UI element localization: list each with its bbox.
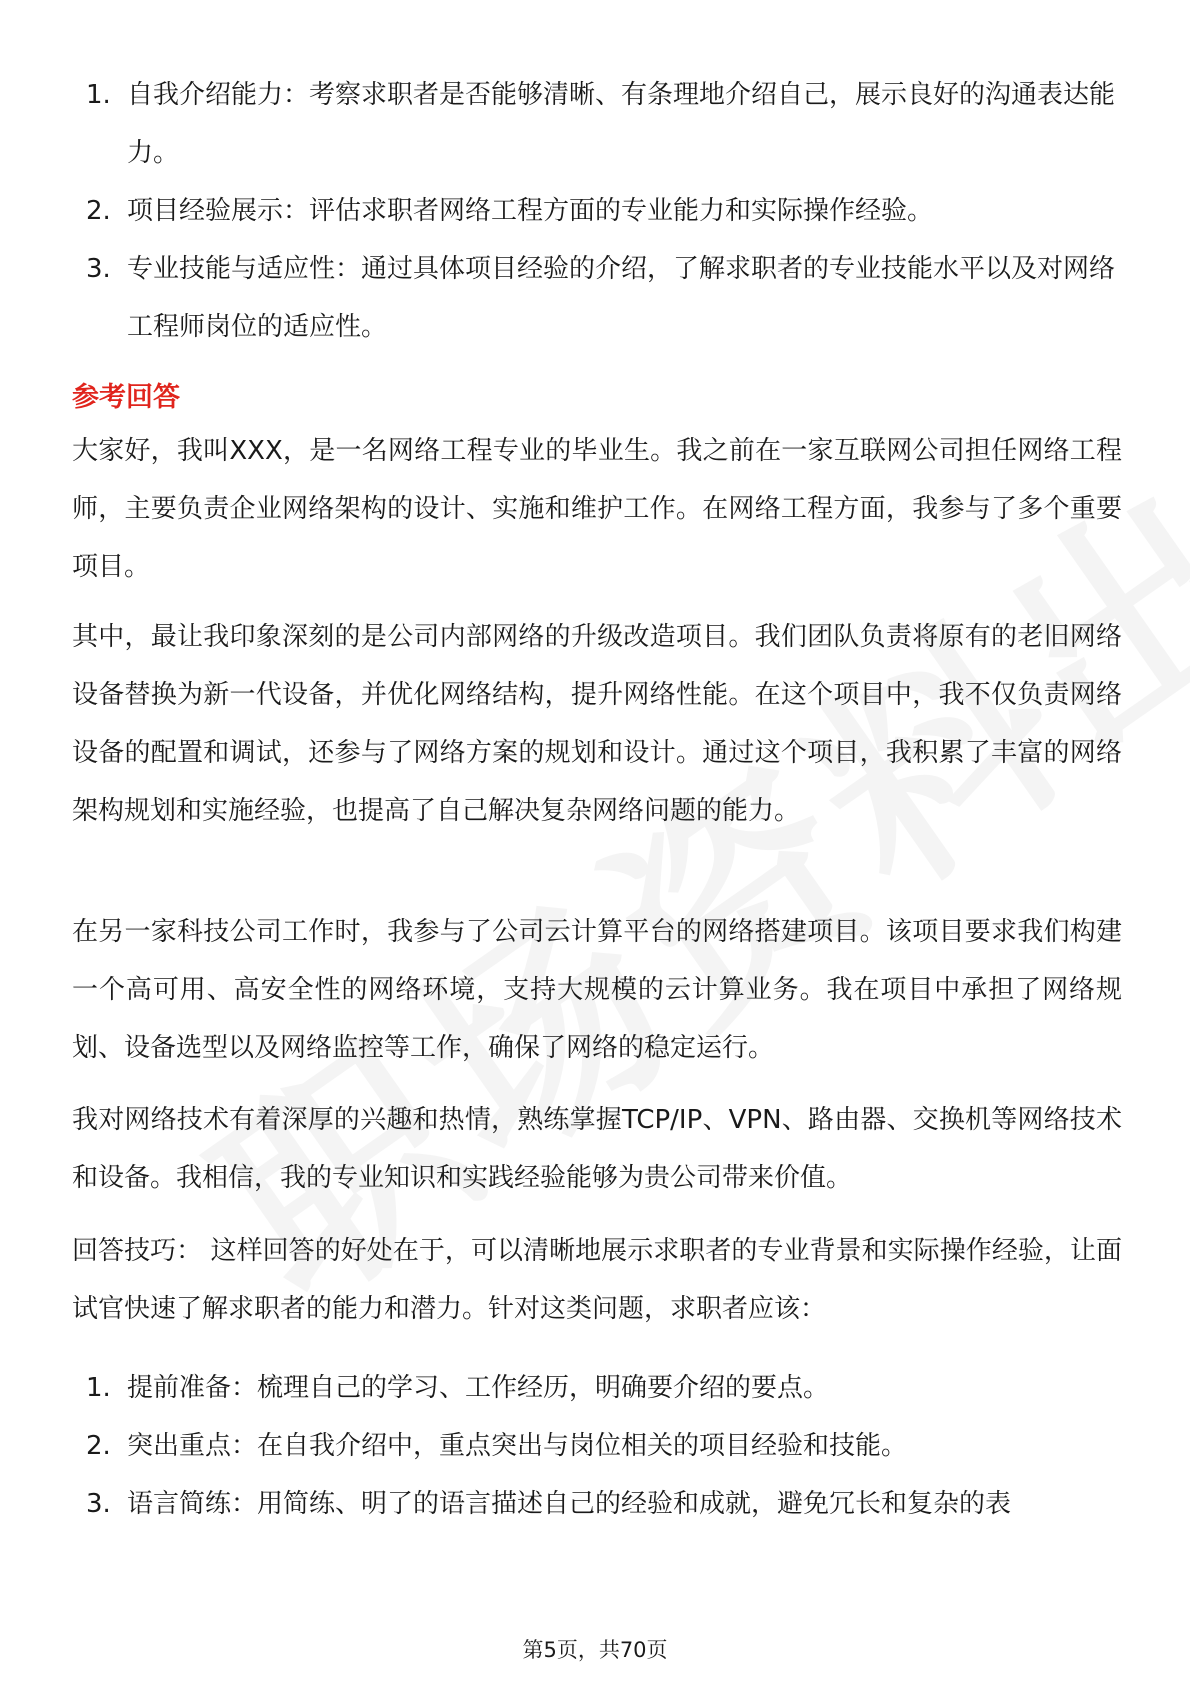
criteria-list	[72, 66, 1122, 356]
list-item	[72, 1475, 1122, 1533]
list-number: 1.	[86, 80, 111, 110]
list-item	[72, 66, 1122, 182]
list-text: 专业技能与适应性：通过具体项目经验的介绍，了解求职者的专业技能水平以及对网络工程师岗位的适应性。	[127, 254, 1116, 342]
paragraph: 在另一家科技公司工作时，我参与了公司云计算平台的网络搭建项目。该项目要求我们构建一个高可用、高安全性的网络环境，支持大规模的云计算业务。我在项目中承担了网络规划、设备选型以及网络监控等工作，确保了网络的稳定运行。	[72, 917, 1122, 1063]
paragraph: 其中，最让我印象深刻的是公司内部网络的升级改造项目。我们团队负责将原有的老旧网络设备替换为新一代设备，并优化网络结构，提升网络性能。在这个项目中，我不仅负责网络设备的配置和调试，还参与了网络方案的规划和设计。通过这个项目，我积累了丰富的网络架构规划和实施经验，也提高了自己解决复杂网络问题的能力。	[72, 622, 1122, 826]
list-number: 1.	[86, 1373, 111, 1403]
list-number: 3.	[86, 254, 111, 284]
list-item	[72, 182, 1122, 240]
answer-tips-paragraph: 回答技巧： 这样回答的好处在于，可以清晰地展示求职者的专业背景和实际操作经验，让面试官快速了解求职者的能力和潜力。针对这类问题，求职者应该：	[72, 1236, 1122, 1324]
paragraph: 我对网络技术有着深厚的兴趣和热情，熟练掌握TCP/IP、VPN、路由器、交换机等网络技术和设备。我相信，我的专业知识和实践经验能够为贵公司带来价值。	[72, 1105, 1122, 1193]
paragraph: 大家好，我叫XXX，是一名网络工程专业的毕业生。我之前在一家互联网公司担任网络工程师，主要负责企业网络架构的设计、实施和维护工作。在网络工程方面，我参与了多个重要项目。	[72, 436, 1122, 582]
list-text: 项目经验展示：评估求职者网络工程方面的专业能力和实际操作经验。	[127, 196, 934, 226]
list-text: 自我介绍能力：考察求职者是否能够清晰、有条理地介绍自己，展示良好的沟通表达能力。	[127, 80, 1116, 168]
list-item	[72, 240, 1122, 356]
list-text: 语言简练：用简练、明了的语言描述自己的经验和成就，避免冗长和复杂的表	[127, 1489, 1012, 1519]
list-text: 提前准备：梳理自己的学习、工作经历，明确要介绍的要点。	[127, 1373, 830, 1403]
list-number: 3.	[86, 1489, 111, 1519]
list-number: 2.	[86, 1431, 111, 1461]
list-text: 突出重点：在自我介绍中，重点突出与岗位相关的项目经验和技能。	[127, 1431, 908, 1461]
tips-list	[72, 1359, 1122, 1533]
section-heading: 参考回答	[72, 382, 180, 413]
list-number: 2.	[86, 196, 111, 226]
list-item	[72, 1359, 1122, 1417]
page-number: 第5页，共70页	[522, 1638, 668, 1662]
list-item	[72, 1417, 1122, 1475]
